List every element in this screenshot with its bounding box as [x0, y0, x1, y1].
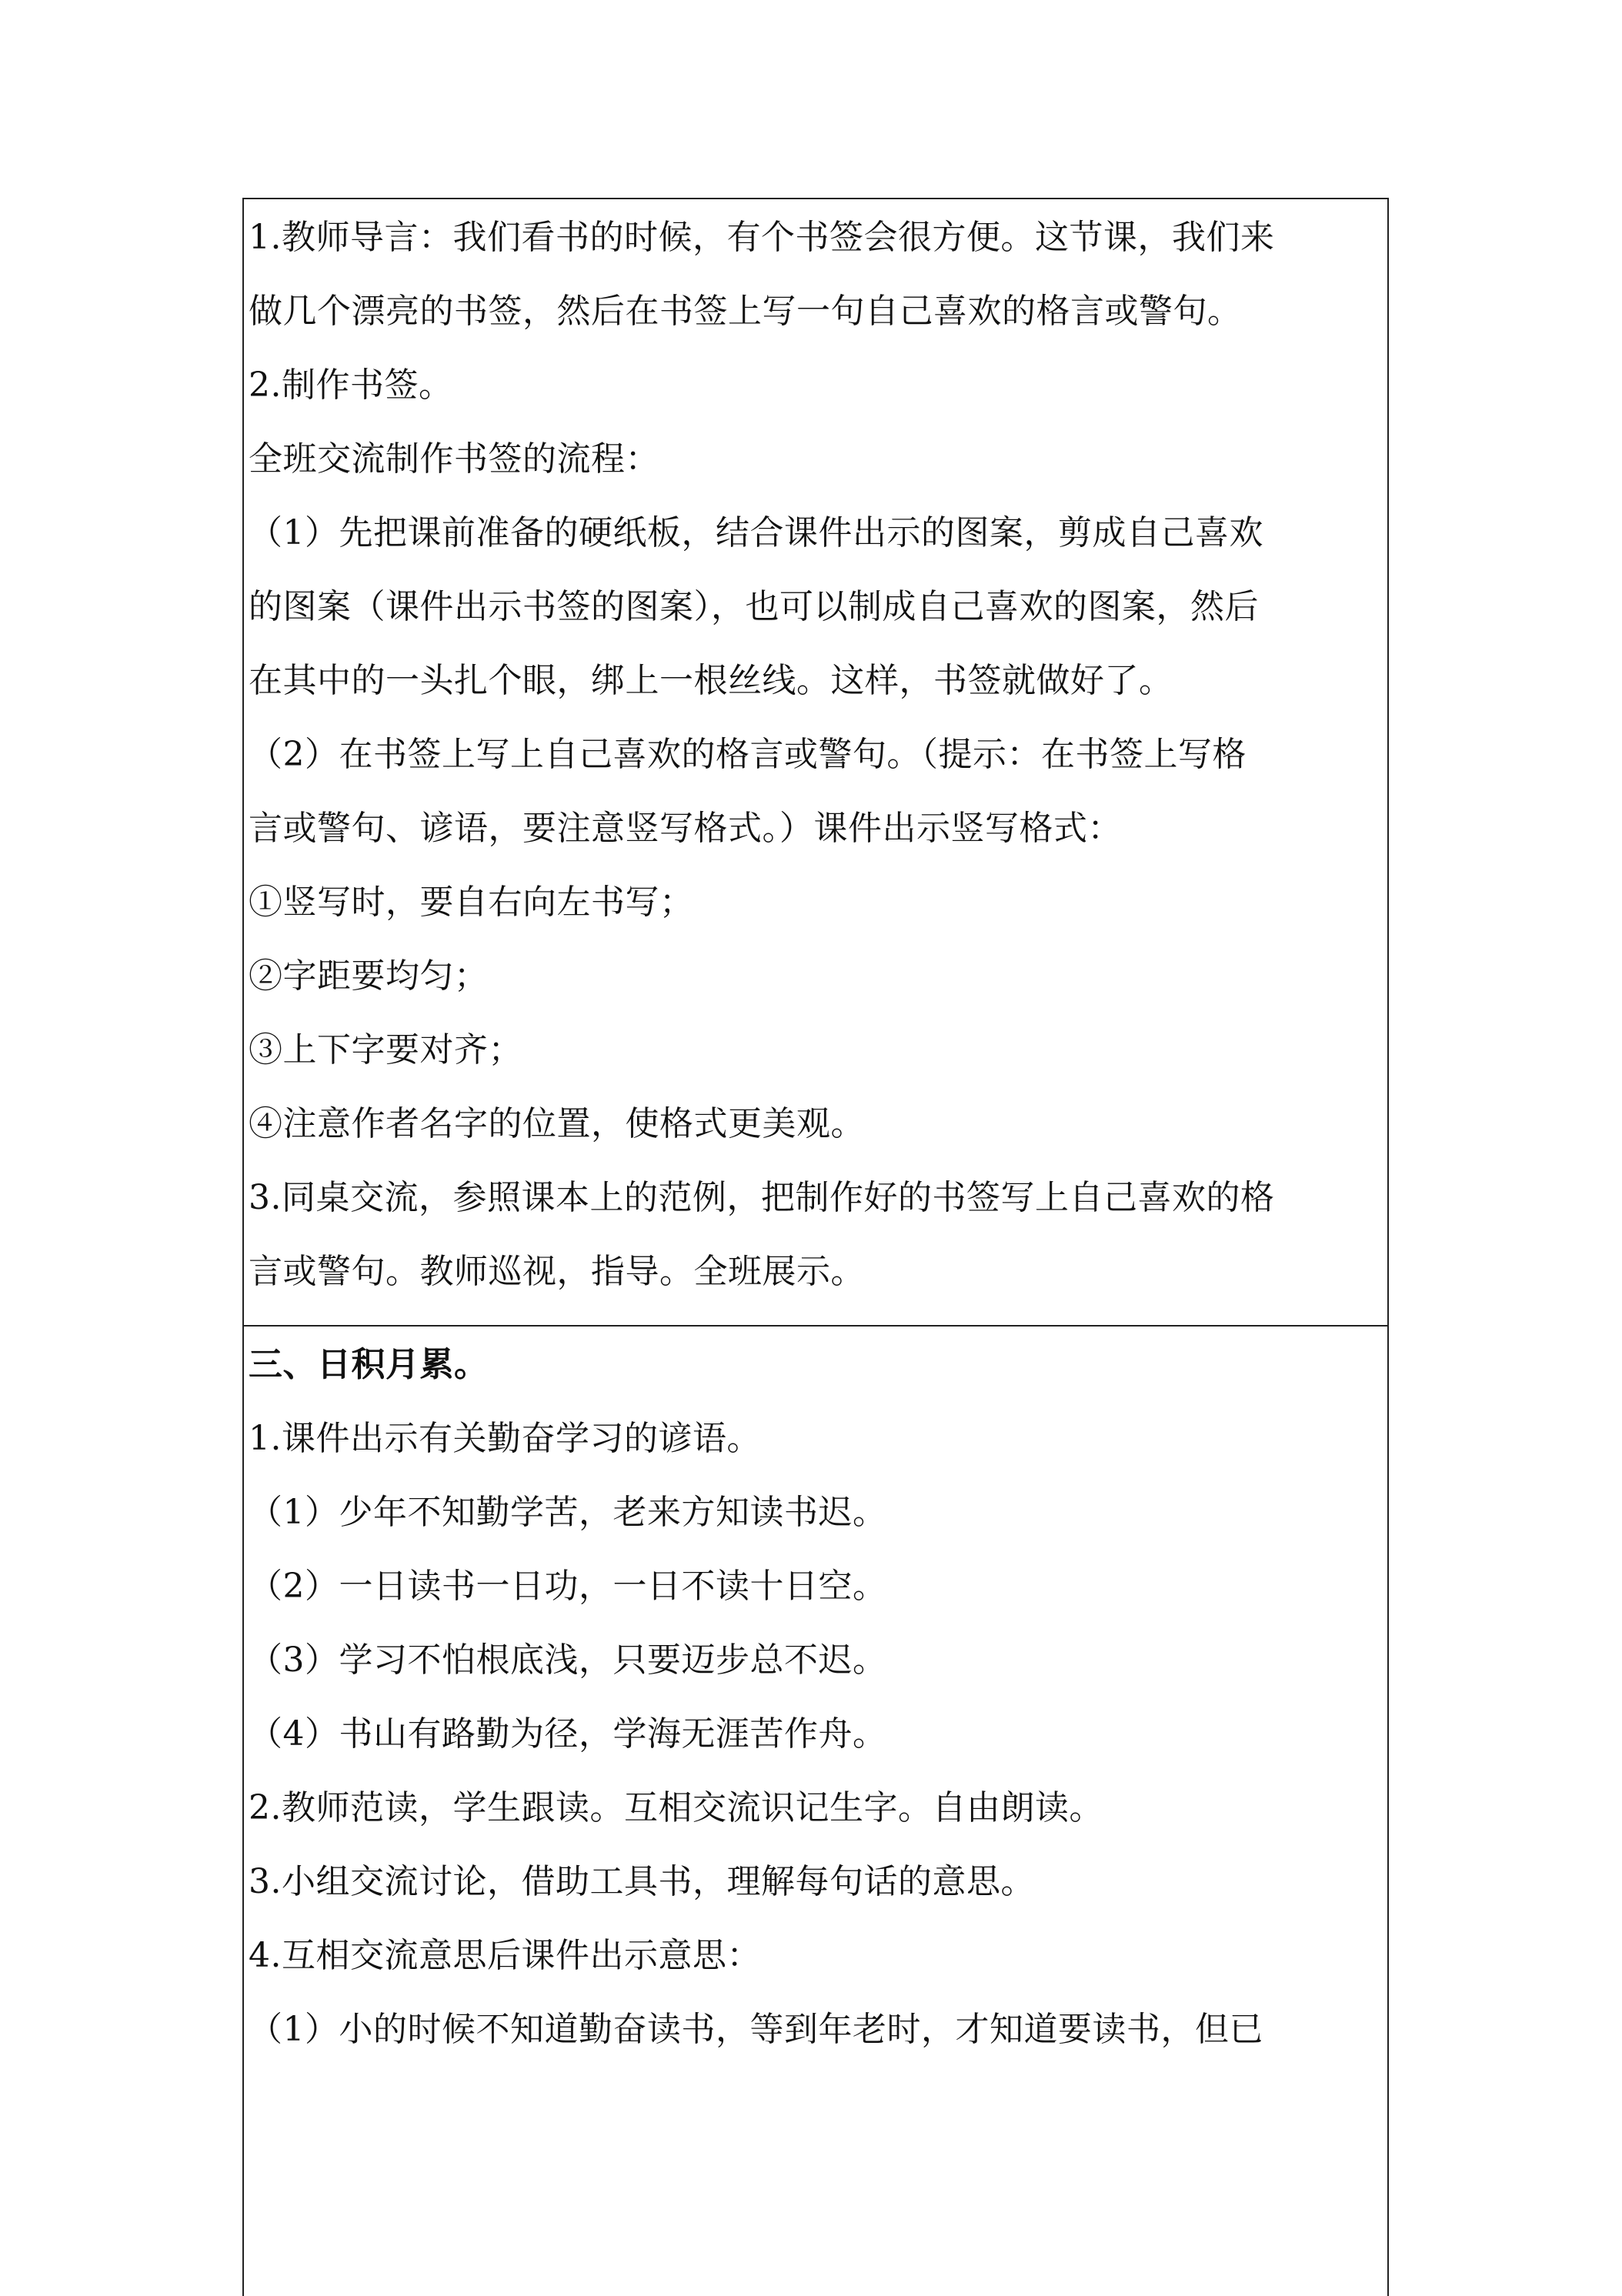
- text-line: 的图案（课件出示书签的图案），也可以制成自己喜欢的图案，然后: [249, 587, 1259, 626]
- text-line: （3）学习不怕根底浅，只要迈步总不迟。: [249, 1640, 887, 1680]
- text-line: （2）一日读书一日功，一日不读十日空。: [249, 1567, 887, 1606]
- text-line: 言或警句。教师巡视，指导。全班展示。: [249, 1252, 865, 1291]
- text-line: 全班交流制作书签的流程：: [249, 439, 659, 479]
- text-line: （2）在书签上写上自己喜欢的格言或警句。（提示：在书签上写格: [249, 735, 1247, 774]
- text-line: ②字距要均匀；: [249, 956, 489, 996]
- text-line: 3.小组交流讨论，借助工具书，理解每句话的意思。: [249, 1862, 1035, 1901]
- text-line: 做几个漂亮的书签，然后在书签上写一句自己喜欢的格言或警句。: [249, 292, 1242, 331]
- table-cell-daily-accumulation: [242, 1325, 1389, 2296]
- text-line: ④注意作者名字的位置，使格式更美观。: [249, 1104, 865, 1143]
- section-heading: 三、日积月累。: [249, 1345, 489, 1384]
- text-line: （1）少年不知勤学苦，老来方知读书迟。: [249, 1493, 887, 1532]
- text-line: 2.教师范读，学生跟读。互相交流识记生字。自由朗读。: [249, 1788, 1103, 1827]
- text-line: 在其中的一头扎个眼，绑上一根丝线。这样，书签就做好了。: [249, 661, 1173, 700]
- text-line: （1）小的时候不知道勤奋读书，等到年老时，才知道要读书，但已: [249, 2010, 1263, 2049]
- text-line: 4.互相交流意思后课件出示意思：: [249, 1936, 761, 1975]
- text-line: 言或警句、谚语，要注意竖写格式。）课件出示竖写格式：: [249, 809, 1122, 848]
- text-line: 1.教师导言：我们看书的时候，有个书签会很方便。这节课，我们来: [249, 218, 1275, 257]
- text-line: （1）先把课前准备的硬纸板，结合课件出示的图案，剪成自己喜欢: [249, 513, 1263, 552]
- text-line: 3.同桌交流，参照课本上的范例，把制作好的书签写上自己喜欢的格: [249, 1178, 1275, 1217]
- text-line: 1.课件出示有关勤奋学习的谚语。: [249, 1419, 761, 1458]
- table-cell-bookmark-activity: [242, 198, 1389, 1327]
- text-line: ①竖写时，要自右向左书写；: [249, 883, 694, 922]
- text-line: ③上下字要对齐；: [249, 1030, 522, 1070]
- text-line: （4）书山有路勤为径，学海无涯苦作舟。: [249, 1714, 887, 1754]
- text-line: 2.制作书签。: [249, 365, 453, 405]
